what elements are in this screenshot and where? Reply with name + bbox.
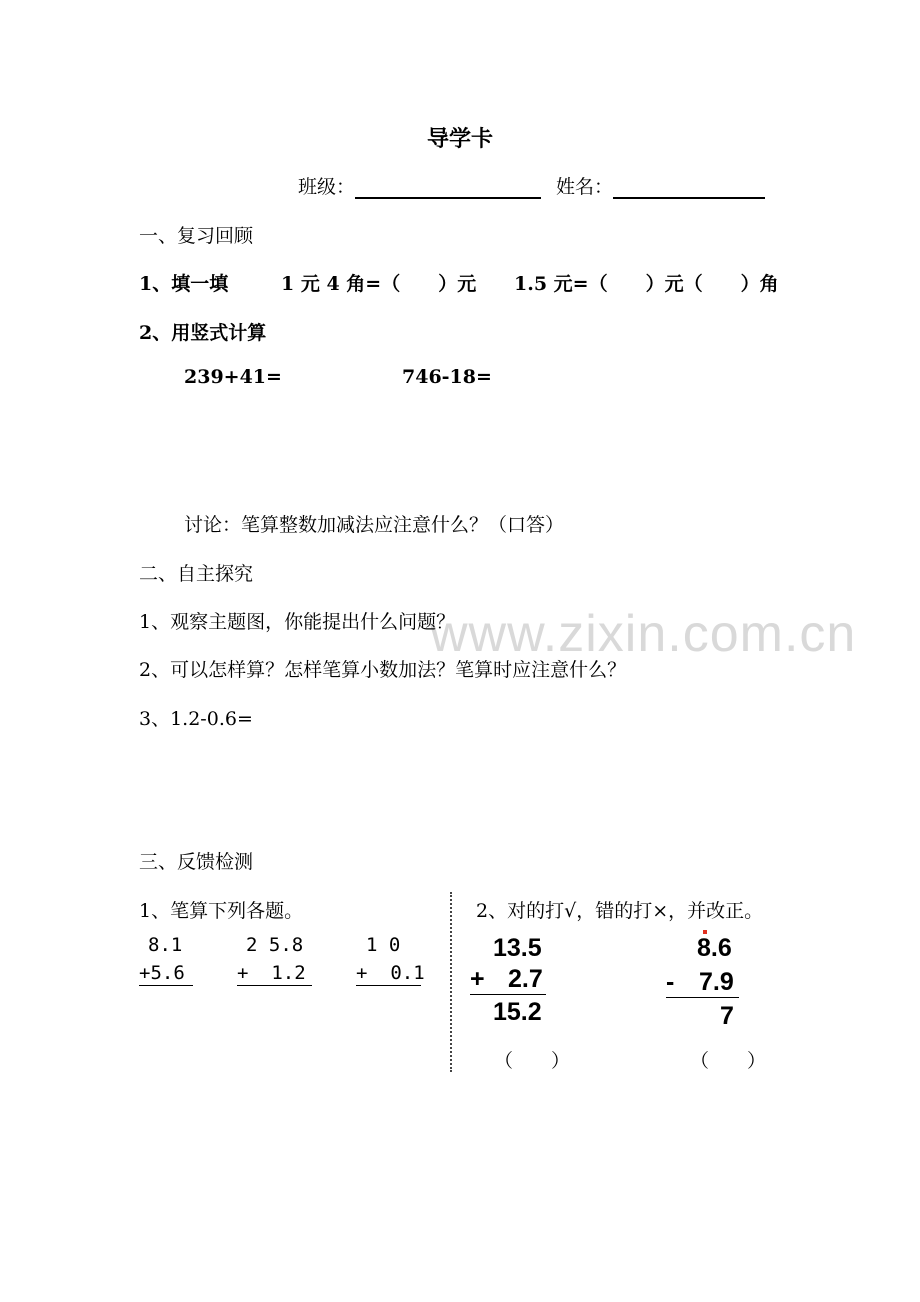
check2-mark[interactable]: （ ） <box>690 1050 767 1072</box>
check1-mark[interactable]: （ ） <box>494 1050 571 1072</box>
name-label: 姓名： <box>556 176 614 198</box>
section2-heading: 二、自主探究 <box>139 563 254 585</box>
q1-item-b: 1.5 元=（ ）元（ ）角 <box>514 273 779 295</box>
s2-q2: 2、可以怎样算？怎样笔算小数加法？笔算时应注意什么？ <box>139 659 627 681</box>
check2-rule <box>666 997 739 998</box>
check1-result: 15.2 <box>493 998 542 1026</box>
s2-q1: 1、观察主题图，你能提出什么问题？ <box>139 611 456 633</box>
class-blank[interactable] <box>355 177 541 199</box>
s2-q3: 3、1.2-0.6= <box>139 708 253 730</box>
check2-result: 7 <box>720 1002 734 1030</box>
q2-expr-b: 746-18= <box>402 366 492 388</box>
check2-bottom: 7.9 <box>699 968 734 996</box>
check2-operator: - <box>666 968 675 996</box>
check1-bottom: 2.7 <box>508 965 543 993</box>
problem-2-top: 2 5.8 <box>246 934 304 956</box>
name-blank[interactable] <box>613 177 765 199</box>
q2-expr-a: 239+41= <box>184 366 282 388</box>
class-field <box>298 172 541 199</box>
q1-label: 1、填一填 <box>139 273 229 295</box>
name-field <box>556 172 765 199</box>
s3-left-label: 1、笔算下列各题。 <box>139 900 304 922</box>
class-label: 班级： <box>298 176 356 198</box>
problem-1-bottom: +5.6 <box>139 962 193 986</box>
check1-top: 13.5 <box>493 934 542 962</box>
problem-2-bottom: + 1.2 <box>237 962 312 986</box>
check1-rule <box>470 994 546 995</box>
problem-3-bottom: + 0.1 <box>356 962 425 984</box>
section1-heading: 一、复习回顾 <box>139 225 254 247</box>
q2-label: 2、用竖式计算 <box>139 322 267 344</box>
problem-1-top: 8.1 <box>148 934 183 956</box>
check2-top: 8.6 <box>697 934 732 962</box>
check1-operator: + <box>470 965 485 993</box>
section3-heading: 三、反馈检测 <box>139 851 254 873</box>
page-title: 导学卡 <box>426 126 493 152</box>
watermark: www.zixin.com.cn <box>430 605 857 663</box>
s3-right-label: 2、对的打√，错的打×，并改正。 <box>476 900 764 922</box>
q1-item-a: 1 元 4 角=（ ）元 <box>281 273 477 295</box>
column-divider <box>450 892 452 1072</box>
discussion-text: 讨论：笔算整数加减法应注意什么？（口答） <box>184 514 565 536</box>
problem-3-top: 1 0 <box>366 934 401 956</box>
